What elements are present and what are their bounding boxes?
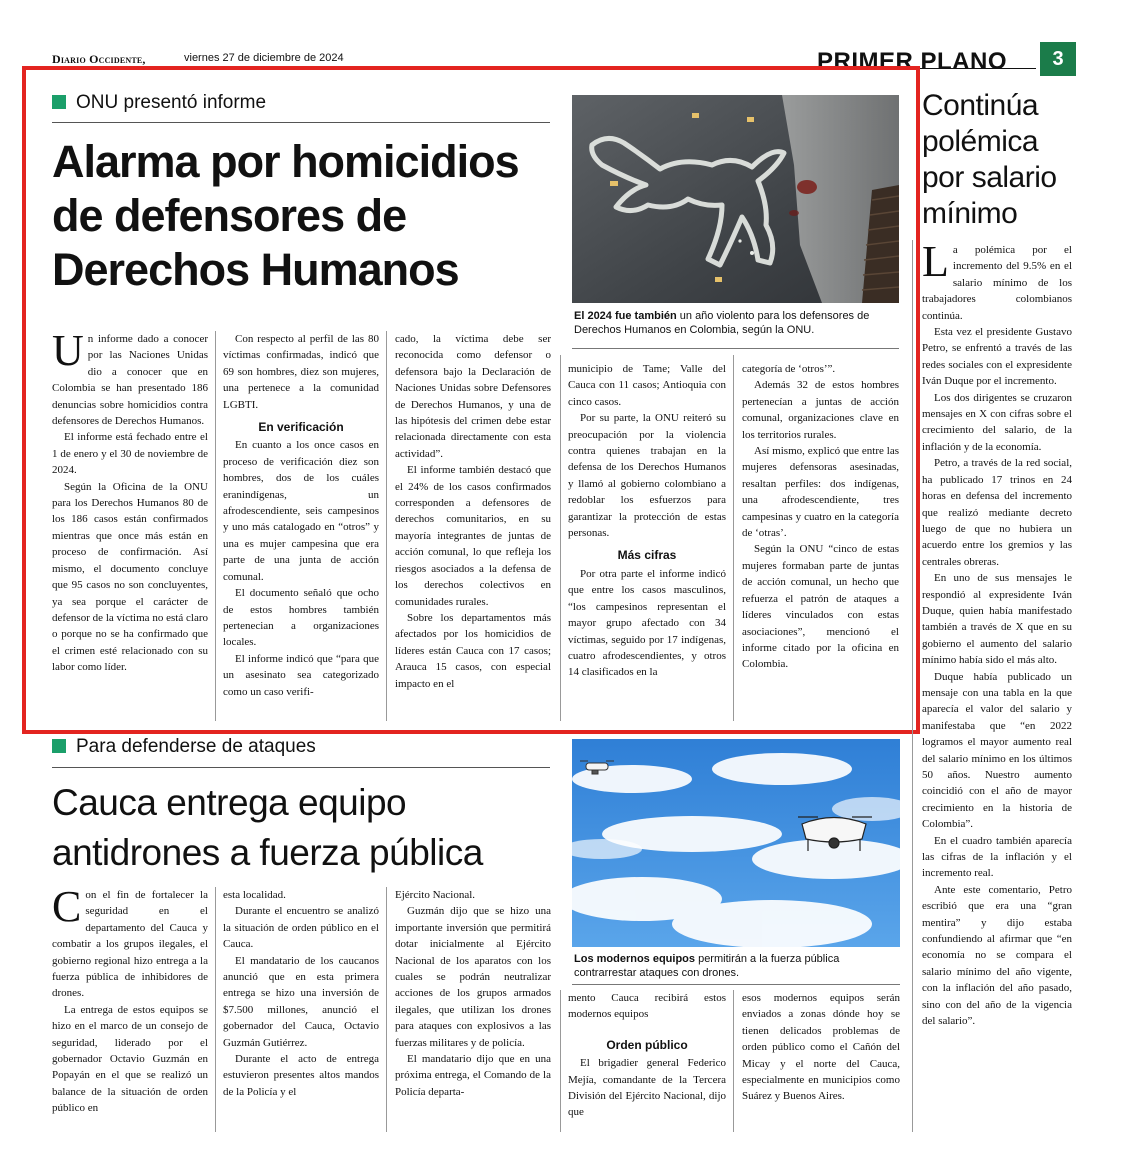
story2-photo [572, 739, 900, 947]
sidebar-paragraph: En el cuadro también aparecía las cifras de la inflación y el incremento real. [922, 834, 1072, 880]
story2-column-4 [568, 990, 726, 1121]
story2-caption-text: permitirán a la fuerza pública contrarrestar ataques con drones. [574, 953, 840, 979]
story2-paragraph: mento Cauca recibirá estos modernos equipos [568, 992, 726, 1021]
story1-dropcap: U [52, 326, 84, 375]
story1-subhead-verificacion: En verificación [258, 420, 344, 435]
sidebar-divider [912, 240, 913, 1132]
story2-caption-bold: Los modernos equipos [574, 953, 696, 965]
newspaper-name: Diario Occidente, [52, 52, 146, 66]
page-number: 3 [1040, 42, 1076, 76]
story1-paragraph: El informe indicó que “para que un asesinato sea categorizado como un caso verifi- [223, 652, 379, 698]
sidebar-paragraph: Esta vez el presidente Gustavo Petro, se enfrentó a través de las redes sociales con el expresidente Iván Duque por el incremento. [922, 326, 1072, 388]
story1-kicker [52, 92, 266, 118]
column-divider [560, 355, 561, 721]
story2-paragraph: esos modernos equipos serán enviados a zonas dónde hoy se tienen delicados problemas de orden público como el Cañón del Micay y el norte del Cauca, especialmente en municipios como Suárez y Buenos Aires. [742, 992, 900, 1103]
kicker-square-icon [52, 95, 66, 109]
story2-subhead-orden-publico: Orden público [606, 1037, 688, 1052]
story1-column-3 [395, 331, 551, 692]
sidebar-column [922, 237, 1072, 1030]
story1-kicker-rule [52, 122, 550, 123]
sidebar-paragraph: Ante este comentario, Petro escribió que era una “gran mentira” y dijo estaba confundiendo al afirmar que “en economía no se compara el salario mínimo del año vigente, con la inflación del año pasado, sino con del año de la vigencia del salario”. [922, 883, 1072, 1028]
story2-paragraph: La entrega de estos equipos se hizo en el marco de un consejo de seguridad, liderado por el gobernador Octavio Guzmán en Popayán en el que se realizó un balance de la situación de orden público en [52, 1003, 208, 1115]
story1-caption [574, 309, 899, 337]
sidebar-paragraph: Duque había publicado un mensaje con una tabla en la que aparecía el valor del salario y manifestaba que “en 2022 logramos el mayor aumento real del salario mínimo en los últimos 50 años. Nuestro aumento coincidió con el año de mayor crecimiento en la historia de Colombia”. [922, 670, 1072, 831]
story2-paragraph: El brigadier general Federico Mejía, comandante de la Tercera División del Ejército Nacional, dijo que [568, 1057, 726, 1119]
story1-column-1 [52, 326, 208, 676]
column-divider [215, 331, 216, 721]
story1-caption-rule [572, 348, 899, 349]
story1-paragraph: Por su parte, la ONU reiteró su preocupación por la violencia contra quienes trabajan en la defensa de los Derechos Humanos y llamó al gobierno colombiano a redoblar los esfuerzos para garantizar la protección de estas personas. [568, 412, 726, 540]
drones-image [572, 739, 900, 947]
story2-column-1 [52, 882, 208, 1117]
story1-caption-text: un año violento para los defensores de Derechos Humanos en Colombia, según la ONU. [574, 310, 870, 336]
column-divider [560, 990, 561, 1132]
crime-scene-image [572, 95, 899, 303]
story2-paragraph: on el fin de fortalecer la seguridad en el departamento del Cauca y combatir a los grupos ilegales, el gobierno regional hizo entrega a la fuerza pública de inhibidores de drones. [52, 889, 208, 1000]
column-divider [215, 887, 216, 1132]
story2-paragraph: Durante el encuentro se analizó la situación de orden público en el Cauca. [223, 905, 379, 951]
story1-photo [572, 95, 899, 303]
story1-paragraph: Por otra parte el informe indicó que entre los casos masculinos, “los campesinos representan el mayor grupo afectado con 34 víctimas, seguido por 17 indígenas, cuatro afrodescendientes, y otros 14 clasificados en la [568, 567, 726, 679]
column-divider [733, 355, 734, 721]
story1-subhead-mas-cifras: Más cifras [617, 548, 677, 563]
story2-dropcap: C [52, 882, 82, 931]
column-divider [386, 331, 387, 721]
story1-paragraph: Así mismo, explicó que entre las mujeres defensoras asesinadas, resaltan perfiles: dos indígenas, una afrodescendiente, tres campesinas y cuatro en la categoría de ‘otras’. [742, 445, 899, 540]
story1-paragraph: En cuanto a los once casos en proceso de verificación diez son hombres, dos de los cuáles eranindígenas, un afrodescendiente, seis campesinos y uno más catalogado en “otros” y una es mujer campesina que era parte de una junta de acción comunal. [223, 439, 379, 583]
story2-paragraph: El mandatario de los caucanos anunció que en esta primera entrega se hizo una inversión de $7.500 millones, anunció el gobernador del Cauca, Octavio Guzmán Gutiérrez. [223, 954, 379, 1049]
story1-paragraph: Con respecto al perfil de las 80 víctimas confirmadas, indicó que 69 son hombres, diez son mujeres, una pertenece a la comunidad LGBTI. [223, 333, 379, 411]
story2-caption [574, 952, 900, 980]
story1-paragraph: categoría de ‘otros’”. [742, 363, 836, 375]
sidebar-paragraph: Petro, a través de la red social, ha publicado 17 trinos en 24 horas en defensa del incremento que realizó mediante decreto luego de que no hubiera un acuerdo entre los gremios y las centrales obreras. [922, 457, 1072, 568]
story2-column-2 [223, 887, 379, 1100]
story1-paragraph: Según la Oficina de la ONU para los Derechos Humanos 80 de los 186 casos están confirmados mientras que once más están en proceso de confirmación. Así mismo, el documento concluye que 95 casos no son concluyentes, ya sea porque el carácter de defensor de la víctima no está claro o porque no se ha confirmado que el crimen esté relacionado con su labor como líder. [52, 480, 208, 674]
story2-paragraph: esta localidad. [223, 889, 286, 901]
story2-column-3 [395, 887, 551, 1100]
story2-caption-rule [572, 984, 900, 985]
sidebar-paragraph: a polémica por el incremento del 9.5% en el salario mínimo de los trabajadores colombianos continúa. [922, 244, 1072, 322]
story1-paragraph: Sobre los departamentos más afectados por los homicidios de líderes están Cauca con 17 casos; Arauca 15 casos, con especial impacto en el [395, 611, 551, 690]
section-title: PRIMER PLANO [817, 48, 1008, 75]
story1-paragraph: municipio de Tame; Valle del Cauca con 11 casos; Antioquia con cinco casos. [568, 363, 726, 408]
story2-paragraph: El mandatario dijo que en una próxima entrega, el Comando de la Policía departa- [395, 1053, 551, 1098]
column-divider [733, 990, 734, 1132]
issue-date: viernes 27 de diciembre de 2024 [184, 52, 344, 64]
story2-paragraph: Durante el acto de entrega estuvieron presentes altos mandos de la Policía y el [223, 1053, 379, 1098]
masthead-rule [52, 68, 1036, 69]
story2-column-5 [742, 990, 900, 1105]
story1-paragraph: Según la ONU “cinco de estas mujeres formaban parte de juntas de acción comunal, un hecho que refuerza el patrón de ataques a líderes vinculados con estas asociaciones”, mencionó el informe citado por la oficina en Colombia. [742, 543, 899, 671]
story1-paragraph: El informe también destacó que el 24% de los casos confirmados corresponden a defensores de derechos comunitarios, en su mayoría integrantes de juntas de acción comunal, lo que refleja los riesgos asociados a la defensa de los derechos colectivos en comunidades rurales. [395, 464, 551, 608]
story1-headline: Alarma por homicidios de defensores de Derechos Humanos [52, 136, 519, 295]
story2-kicker-text: Para defenderse de ataques [76, 736, 316, 757]
story2-paragraph: Guzmán dijo que se hizo una importante inversión que permitirá dotar inicialmente al Ejército Nacional de los aparatos con los cuales se podrán neutralizar acciones de los grupos armados ilegales, que utilizan los drones para ataques con explosivos a las fuerzas militares y de policía. [395, 905, 551, 1049]
story1-column-5 [742, 361, 899, 673]
story1-paragraph: Además 32 de estos hombres pertenecían a juntas de acción comunal, organizaciones clave en los territorios rurales. [742, 379, 899, 441]
sidebar-dropcap: L [922, 237, 949, 286]
sidebar-headline: Continúa polémica por salario mínimo [922, 89, 1057, 230]
story1-caption-bold: El 2024 fue también [574, 310, 677, 322]
story2-kicker [52, 736, 316, 762]
sidebar-paragraph: Los dos dirigentes se cruzaron mensajes en X con cifras sobre el crecimiento del salario, de la inflación y de la economía. [922, 391, 1072, 453]
sidebar-paragraph: En uno de sus mensajes le respondió al expresidente Iván Duque, quien había manifestado también a través de X que en su gobierno el aumento del salario mínimo había sido el más alto. [922, 572, 1072, 667]
story1-paragraph: cado, la víctima debe ser reconocida como defensor o defensora bajo la Declaración de Naciones Unidas sobre Defensores de Derechos Humanos, y una de las hipótesis del crimen debe estar relacionada directamente con esta actividad”. [395, 333, 551, 460]
story1-column-4 [568, 361, 726, 681]
story1-column-2 [223, 331, 379, 700]
story1-paragraph: n informe dado a conocer por las Naciones Unidas dio a conocer que en Colombia se han presentado 186 denuncias sobre homicidios contra defensores de Derechos Humanos. [52, 333, 208, 428]
column-divider [386, 887, 387, 1132]
story2-paragraph: Ejército Nacional. [395, 889, 476, 901]
story1-paragraph: El documento señaló que ocho de estos hombres también pertenecian a organizaciones locales. [223, 587, 379, 649]
story1-paragraph: El informe está fechado entre el 1 de enero y el 30 de noviembre de 2024. [52, 431, 208, 477]
kicker-square-icon [52, 739, 66, 753]
masthead [52, 48, 1076, 76]
story2-headline: Cauca entrega equipo antidrones a fuerza pública [52, 782, 483, 873]
story1-kicker-text: ONU presentó informe [76, 92, 267, 113]
story2-kicker-rule [52, 767, 550, 768]
